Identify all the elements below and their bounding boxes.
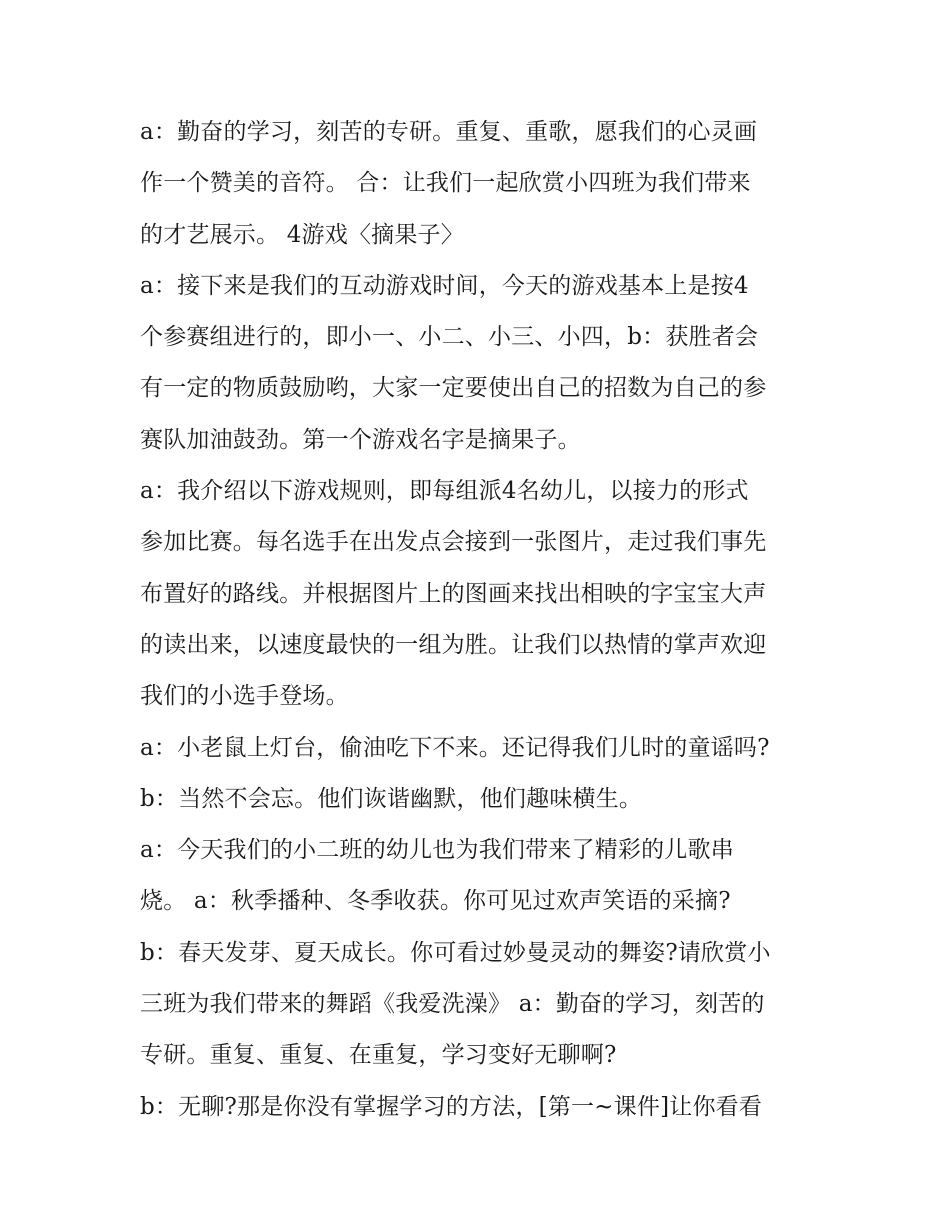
text-line: b：春天发芽、夏天成长。你可看过妙曼灵动的舞姿?请欣赏小 (140, 939, 771, 966)
text-line: 作一个赞美的音符。 合：让我们一起欣赏小四班为我们带来 (140, 170, 751, 197)
document-body (140, 112, 820, 1138)
text-line: a：今天我们的小二班的幼儿也为我们带来了精彩的儿歌串 (140, 837, 734, 864)
text-line: 烧。 a：秋季播种、冬季收获。你可见过欢声笑语的采摘? (140, 888, 731, 915)
text-line: b：无聊?那是你没有掌握学习的方法，[第一~课件]让你看看 (140, 1093, 763, 1120)
text-line: 的读出来，以速度最快的一组为胜。让我们以热情的掌声欢迎 (140, 631, 767, 658)
text-line: b：当然不会忘。他们诙谐幽默，他们趣味横生。 (140, 785, 643, 812)
text-line: 有一定的物质鼓励哟，大家一定要使出自己的招数为自己的参 (140, 375, 767, 402)
text-line: 赛队加油鼓劲。第一个游戏名字是摘果子。 (140, 426, 581, 453)
text-line: a：我介绍以下游戏规则，即每组派4名幼儿，以接力的形式 (140, 478, 749, 505)
text-line: a：小老鼠上灯台，偷油吃下不来。还记得我们儿时的童谣吗? (140, 734, 770, 761)
text-line: 个参赛组进行的，即小一、小二、小三、小四，b：获胜者会 (140, 324, 759, 351)
text-line: 三班为我们带来的舞蹈《我爱洗澡》 a：勤奋的学习，刻苦的 (140, 991, 765, 1018)
text-line: a：接下来是我们的互动游戏时间，今天的游戏基本上是按4 (140, 272, 749, 299)
text-line: 专研。重复、重复、在重复，学习变好无聊啊? (140, 1042, 617, 1069)
text-line: 的才艺展示。 4游戏〈摘果子〉 (140, 221, 464, 248)
text-line: 我们的小选手登场。 (140, 683, 349, 710)
text-line: 参加比赛。每名选手在出发点会接到一张图片，走过我们事先 (140, 529, 767, 556)
text-line: a：勤奋的学习，刻苦的专研。重复、重歌，愿我们的心灵画 (140, 119, 758, 145)
text-line: 布置好的路线。并根据图片上的图画来找出相映的字宝宝大声 (140, 580, 767, 607)
